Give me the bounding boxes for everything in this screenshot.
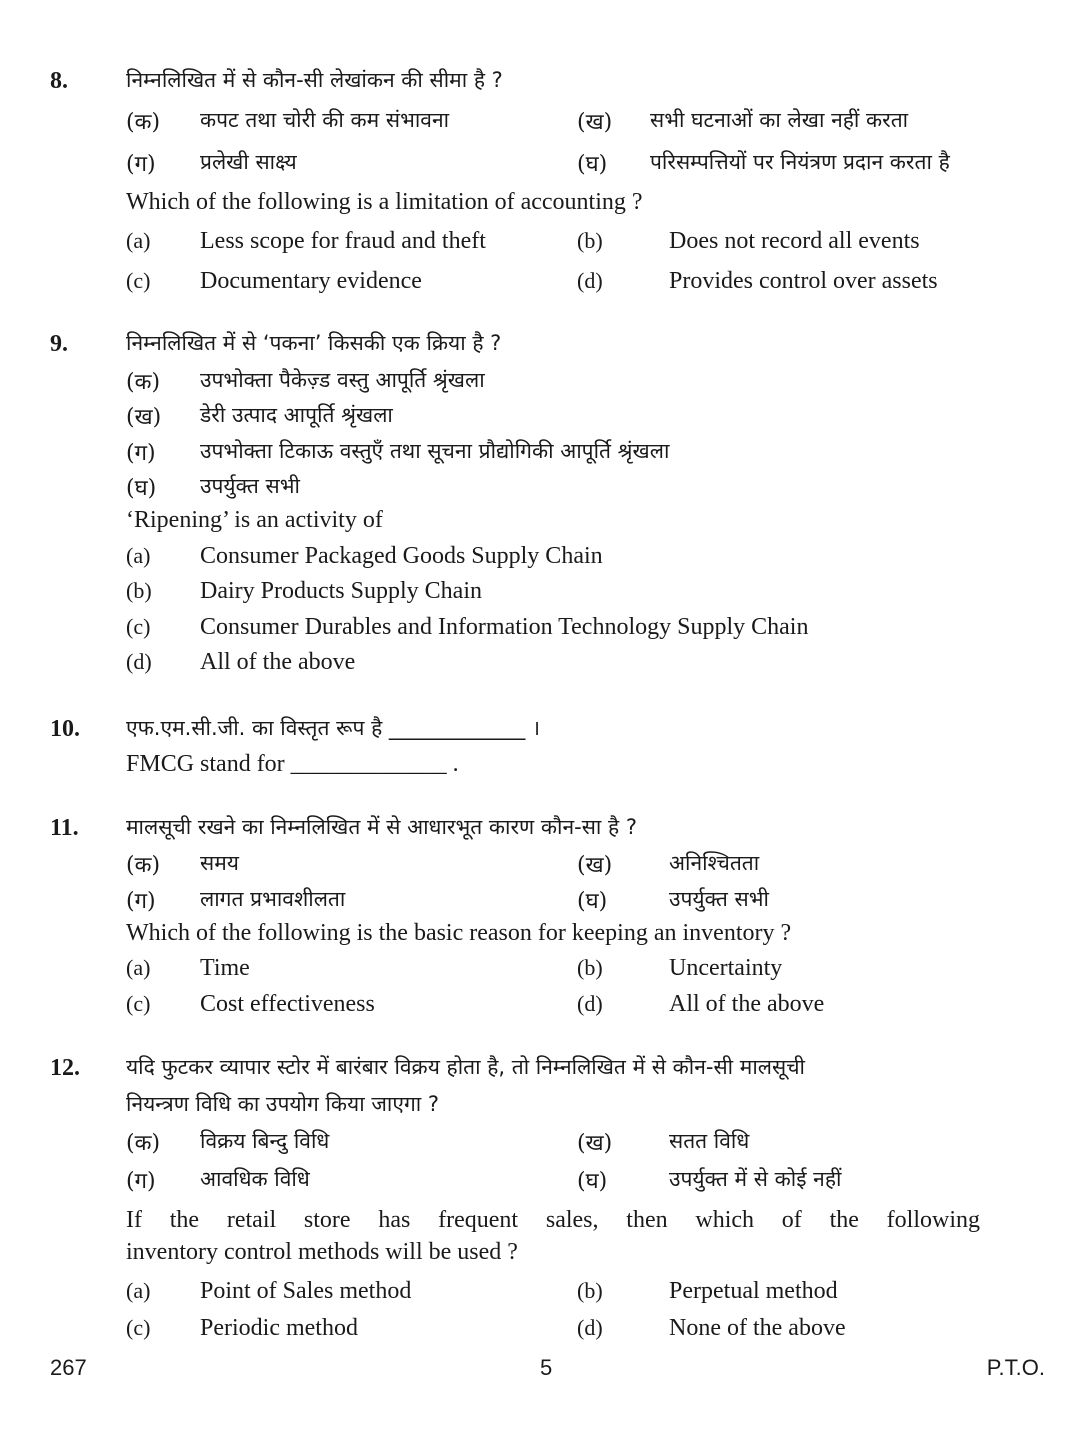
question-number: 8. [50,68,68,94]
option-text: Does not record all events [669,228,920,254]
option-label: (d) [577,1315,603,1340]
question-number: 9. [50,331,68,357]
paper-code: 267 [50,1355,87,1380]
question-text-english: inventory control methods will be used ? [126,1239,518,1265]
option-label: (घ) [577,1169,608,1194]
option-label: (घ) [126,476,157,501]
option-label: (d) [126,649,152,674]
please-turn-over: P.T.O. [986,1355,1045,1380]
option-text: विक्रय बिन्दु विधि [200,1129,330,1153]
option-text: All of the above [200,649,356,675]
option-label: (b) [126,578,152,603]
option-label: (ग) [126,152,156,177]
option-label: (ग) [126,1169,156,1194]
option-label: (d) [577,268,603,293]
option-text: कपट तथा चोरी की कम संभावना [200,108,450,132]
option-label: (ख) [577,1131,613,1156]
option-label: (c) [126,991,151,1016]
question-text-english: FMCG stand for _____________ . [126,751,459,777]
option-text: डेरी उत्पाद आपूर्ति श्रृंखला [200,403,393,427]
option-label: (क) [126,1131,161,1156]
option-text: उपभोक्ता पैकेज़्ड वस्तु आपूर्ति श्रृंखला [200,368,485,392]
question-text-english: If the retail store has frequent sales, then which of the following [126,1207,980,1233]
option-label: (क) [126,370,161,395]
option-label: (ख) [126,405,162,430]
option-text: परिसम्पत्तियों पर नियंत्रण प्रदान करता है [650,150,950,174]
question-text-hindi: यदि फुटकर व्यापार स्टोर में बारंबार विक्रय होता है, तो निम्नलिखित में से कौन-सी मालसूची [126,1055,805,1079]
question-text-hindi: नियन्त्रण विधि का उपयोग किया जाएगा ? [126,1092,440,1116]
option-label: (घ) [577,152,608,177]
option-label: (ग) [126,889,156,914]
option-text: उपर्युक्त में से कोई नहीं [669,1167,842,1191]
option-label: (b) [577,955,603,980]
option-label: (b) [577,228,603,253]
option-text: सतत विधि [669,1129,750,1153]
option-label: (ख) [577,110,613,135]
option-text: Documentary evidence [200,268,422,294]
option-text: Perpetual method [669,1278,838,1304]
option-text: उपर्युक्त सभी [669,887,769,911]
option-label: (a) [126,1278,151,1303]
option-text: Consumer Durables and Information Technology Supply Chain [200,614,809,640]
option-text: Uncertainty [669,955,783,981]
question-number: 10. [50,716,80,742]
option-text: लागत प्रभावशीलता [200,887,346,911]
option-label: (a) [126,228,151,253]
option-label: (b) [577,1278,603,1303]
option-text: प्रलेखी साक्ष्य [200,150,297,174]
option-text: Time [200,955,250,981]
option-text: Less scope for fraud and theft [200,228,486,254]
option-label: (a) [126,955,151,980]
option-label: (c) [126,614,151,639]
question-text-english: ‘Ripening’ is an activity of [126,507,383,533]
option-text: All of the above [669,991,825,1017]
option-text: None of the above [669,1315,846,1341]
option-label: (ख) [577,853,613,878]
question-text-english: Which of the following is the basic reason for keeping an inventory ? [126,920,792,946]
option-text: Periodic method [200,1315,358,1341]
question-text-hindi: निम्नलिखित में से कौन-सी लेखांकन की सीमा है ? [126,68,503,92]
option-label: (घ) [577,889,608,914]
option-text: Point of Sales method [200,1278,412,1304]
option-label: (क) [126,853,161,878]
option-text: Cost effectiveness [200,991,375,1017]
option-text: आवधिक विधि [200,1167,310,1191]
option-text: उपभोक्ता टिकाऊ वस्तुएँ तथा सूचना प्रौद्योगिकी आपूर्ति श्रृंखला [200,439,670,463]
option-label: (ग) [126,441,156,466]
option-label: (d) [577,991,603,1016]
question-text-hindi: निम्नलिखित में से ‘पकना’ किसकी एक क्रिया है ? [126,331,502,355]
page-number: 5 [540,1355,553,1380]
option-text: समय [200,851,239,875]
question-text-hindi: मालसूची रखने का निम्नलिखित में से आधारभूत कारण कौन-सा है ? [126,815,637,839]
option-text: उपर्युक्त सभी [200,474,300,498]
option-text: Consumer Packaged Goods Supply Chain [200,543,603,569]
question-text-english: Which of the following is a limitation of accounting ? [126,189,643,215]
option-text: Provides control over assets [669,268,938,294]
option-label: (c) [126,1315,151,1340]
option-text: Dairy Products Supply Chain [200,578,482,604]
option-text: अनिश्चितता [669,851,760,875]
option-text: सभी घटनाओं का लेखा नहीं करता [650,108,909,132]
option-label: (a) [126,543,151,568]
option-label: (c) [126,268,151,293]
question-number: 12. [50,1055,80,1081]
option-label: (क) [126,110,161,135]
question-text-hindi: एफ.एम.सी.जी. का विस्तृत रूप है _____________ । [126,716,541,740]
question-number: 11. [50,815,79,841]
